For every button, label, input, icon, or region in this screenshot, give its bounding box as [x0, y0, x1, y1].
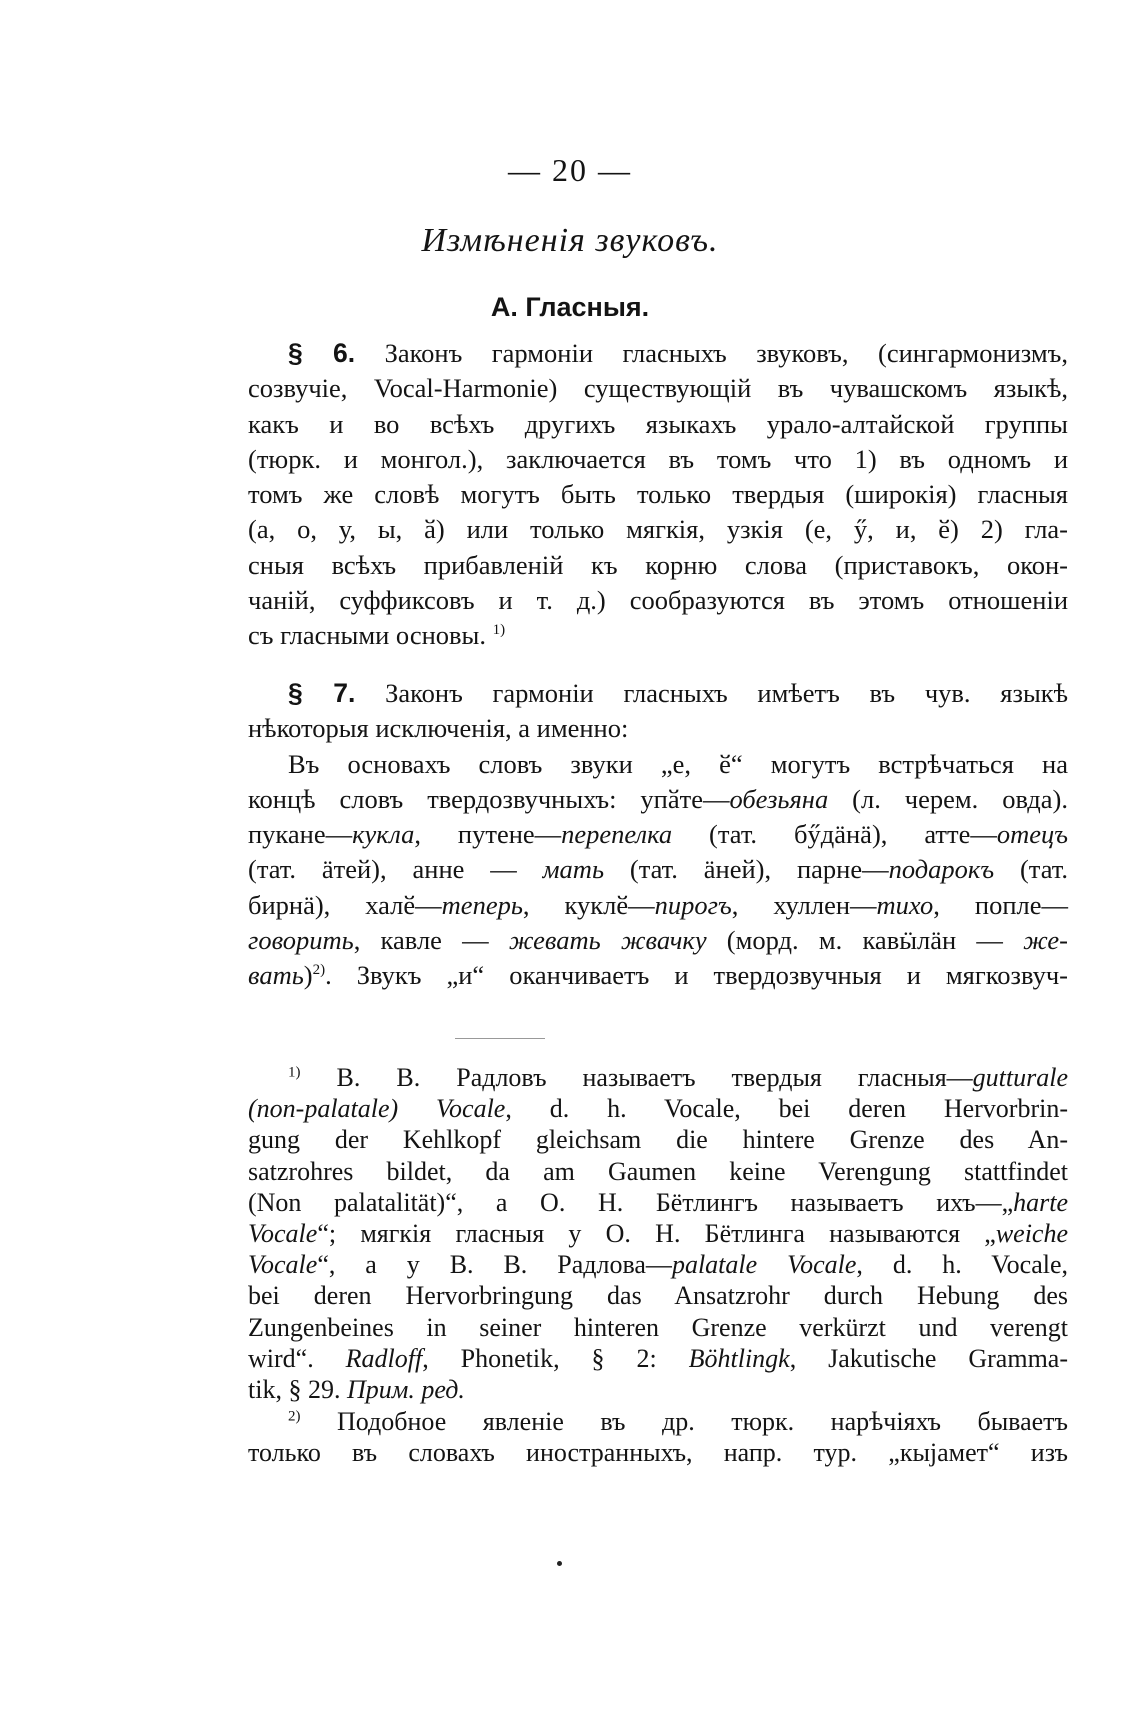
text-line: созвучіе, Vocal-Harmonie) существующій въ чувашскомъ языкѣ,: [248, 373, 1068, 404]
text-line: чаній, суффиксовъ и т. д.) сообразуются въ этомъ отношеніи: [248, 585, 1068, 616]
chapter-title: Измѣненія звуковъ.: [421, 222, 719, 259]
text-line: томъ же словѣ могутъ быть только твердыя (широкія) гласныя: [248, 479, 1068, 510]
footnote-2: [248, 1406, 1068, 1468]
text-line: съ гласными основы. $^{1)}$: [248, 620, 506, 651]
text-line: Въ основахъ словъ звуки „е, ӗ“ могутъ встрѣчаться на: [288, 748, 1068, 779]
section-7-paragraph: [248, 676, 1068, 994]
text-line: (тат. ӓтей), анне — мать (тат. ӓней), парне—подарокъ (тат.: [248, 854, 1068, 885]
text-line: нѣкоторыя исключенія, а именно:: [248, 713, 629, 744]
footnote-divider: [455, 1038, 545, 1039]
text-line: (Non palatalität)“, а О. Н. Бётлингъ называетъ ихъ—„harte: [248, 1187, 1068, 1217]
text-line: $^{2)}$ Подобное явленіе въ др. тюрк. нарѣчіяхъ бываетъ: [288, 1407, 1068, 1436]
text-line: (а, о, у, ы, ӑ) или только мягкія, узкія (е, ӳ, и, ӗ) 2) гла-: [248, 514, 1068, 545]
footnote-ref: 2): [312, 962, 326, 979]
text-line: какъ и во всѣхъ другихъ языкахъ урало-алтайской группы: [248, 408, 1068, 439]
text-line: только въ словахъ иностранныхъ, напр. тур. „кыјамет“ изъ: [248, 1438, 1068, 1468]
text-line: концѣ словъ твердозвучныхъ: упӑте—обезьяна (л. черем. овда).: [248, 783, 1068, 814]
text-line: wird“. Radloff, Phonetik, § 2: Böhtlingk, Jakutische Gramma-: [248, 1343, 1068, 1373]
text-line: Zungenbeines in seiner hinteren Grenze verkürzt und verengt: [248, 1312, 1068, 1342]
section-heading: А. Гласныя.: [490, 292, 650, 322]
section-marker: § 7.: [288, 678, 356, 708]
print-speck: [557, 1561, 562, 1566]
text-line: gung der Kehlkopf gleichsam die hintere Grenze des An-: [248, 1125, 1068, 1155]
text-line: satzrohres bildet, da am Gaumen keine Verengung stattfindet: [248, 1156, 1068, 1186]
text-line: § 6. Законъ гармоніи гласныхъ звуковъ, (сингармонизмъ,: [288, 338, 1068, 368]
text-line: $^{1)}$ В. В. Радловъ называетъ твердыя гласныя—gutturale: [288, 1063, 1068, 1092]
section-marker: § 6.: [288, 338, 356, 368]
footnote-number: 1): [288, 1064, 301, 1081]
text-line: § 7. Законъ гармоніи гласныхъ имѣетъ въ чув. языкѣ: [288, 678, 1069, 708]
text-line: Vocale“, а у В. В. Радлова—palatale Vocale, d. h. Vocale,: [248, 1250, 1068, 1280]
text-line: пукане—кукла, путене—перепелка (тат. бӳдӓнӓ), атте—отецъ: [248, 819, 1069, 850]
page-number: — 20 —: [508, 152, 632, 188]
text-line: (non-palatale) Vocale, d. h. Vocale, bei deren Hervorbrin-: [248, 1094, 1068, 1124]
text-line: бирнӓ), халӗ—теперь, куклӗ—пирогъ, хуллен—тихо, попле—: [248, 889, 1068, 920]
footnote-ref: 1): [492, 622, 506, 639]
text-line: Vocale“; мягкія гласныя у О. Н. Бётлинга называются „weiche: [248, 1219, 1068, 1249]
text-line: bei deren Hervorbringung das Ansatzrohr durch Hebung des: [248, 1281, 1068, 1311]
footnote-1: [248, 1062, 1068, 1405]
text-line: (тюрк. и монгол.), заключается въ томъ что 1) въ одномъ и: [248, 443, 1068, 474]
footnote-number: 2): [288, 1408, 301, 1425]
text-line: tik, § 29. Прим. ред.: [248, 1375, 465, 1405]
text-line: сныя всѣхъ прибавленій къ корню слова (приставокъ, окон-: [248, 549, 1068, 580]
text-line: вать)$^{2)}$. Звукъ „и“ оканчиваетъ и твердозвучныя и мягкозвуч-: [248, 960, 1068, 991]
text-line: говорить, кавле — жевать жвачку (морд. м. кавӹлӓн — же-: [248, 925, 1068, 956]
section-6-paragraph: [248, 336, 1068, 654]
